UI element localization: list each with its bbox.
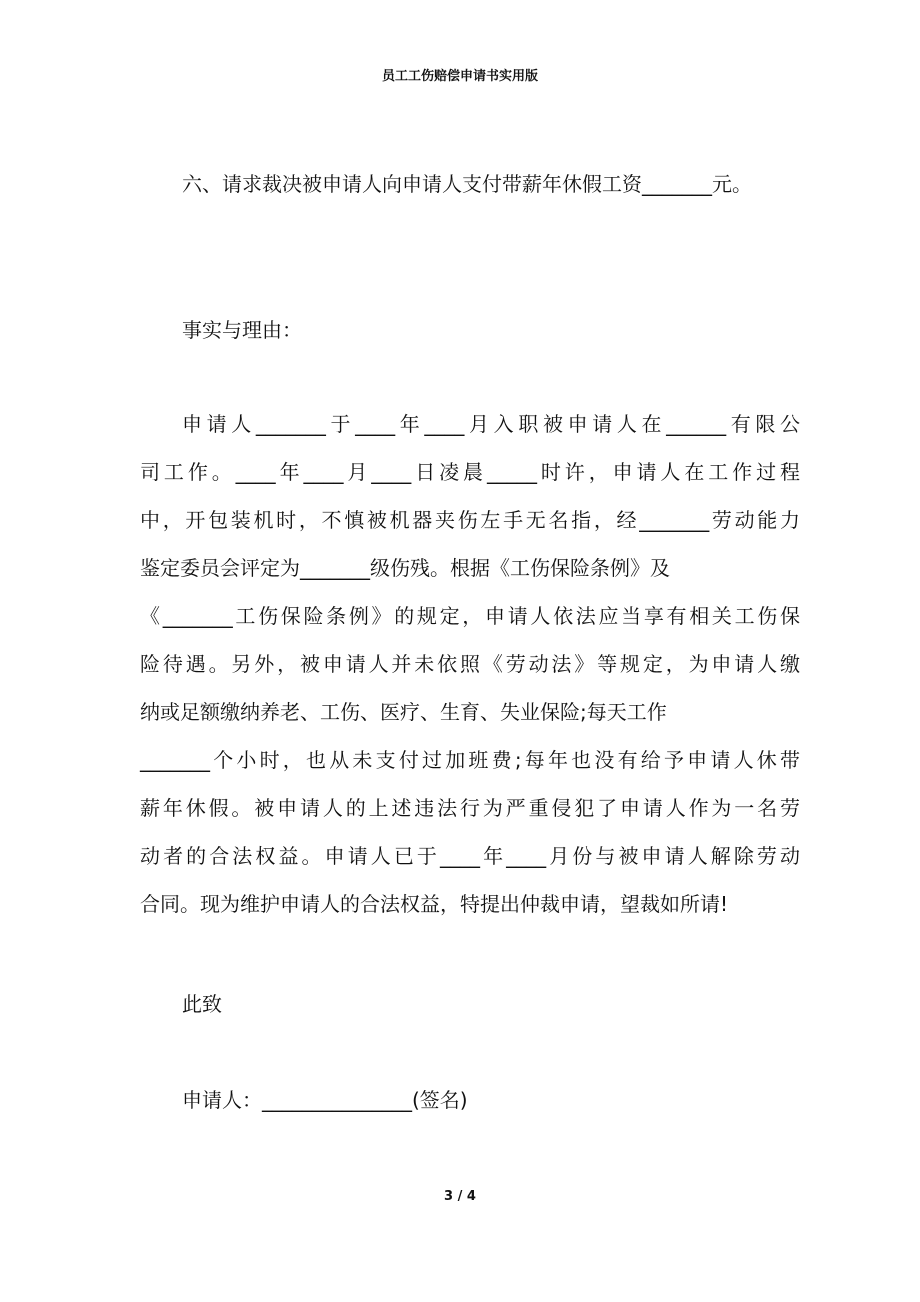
- facts-line: 鉴定委员会评定为_______级伤残。根据《工伤保险条例》及: [140, 556, 670, 580]
- facts-body: [140, 400, 800, 928]
- page-number: 3 / 4: [444, 1189, 476, 1204]
- applicant-signature-line: 申请人：_______________(签名): [182, 1088, 468, 1112]
- facts-line: 动者的合法权益。申请人已于____年____月份与被申请人解除劳动: [140, 844, 800, 868]
- facts-heading: 事实与理由：: [182, 318, 302, 342]
- request-item-six: 六、请求裁决被申请人向申请人支付带薪年休假工资_______元。: [182, 172, 752, 196]
- facts-line: 《_______工伤保险条例》的规定，申请人依法应当享有相关工伤保: [140, 604, 800, 628]
- facts-line: _______个小时，也从未支付过加班费;每年也没有给予申请人休带: [140, 748, 800, 772]
- facts-line: 申请人_______于____年____月入职被申请人在______有限公: [182, 412, 800, 436]
- facts-line: 纳或足额缴纳养老、工伤、医疗、生育、失业保险;每天工作: [140, 700, 667, 724]
- facts-line: 司工作。____年____月____日凌晨_____时许，申请人在工作过程: [140, 460, 800, 484]
- closing-salutation: 此致: [182, 992, 222, 1016]
- facts-line: 险待遇。另外，被申请人并未依照《劳动法》等规定，为申请人缴: [140, 652, 800, 676]
- document-header-title: 员工工伤赔偿申请书实用版: [381, 69, 538, 84]
- facts-line: 合同。现为维护申请人的合法权益，特提出仲裁申请，望裁如所请!: [140, 892, 729, 916]
- facts-line: 薪年休假。被申请人的上述违法行为严重侵犯了申请人作为一名劳: [140, 796, 800, 820]
- facts-line: 中，开包装机时，不慎被机器夹伤左手无名指，经_______劳动能力: [140, 508, 800, 532]
